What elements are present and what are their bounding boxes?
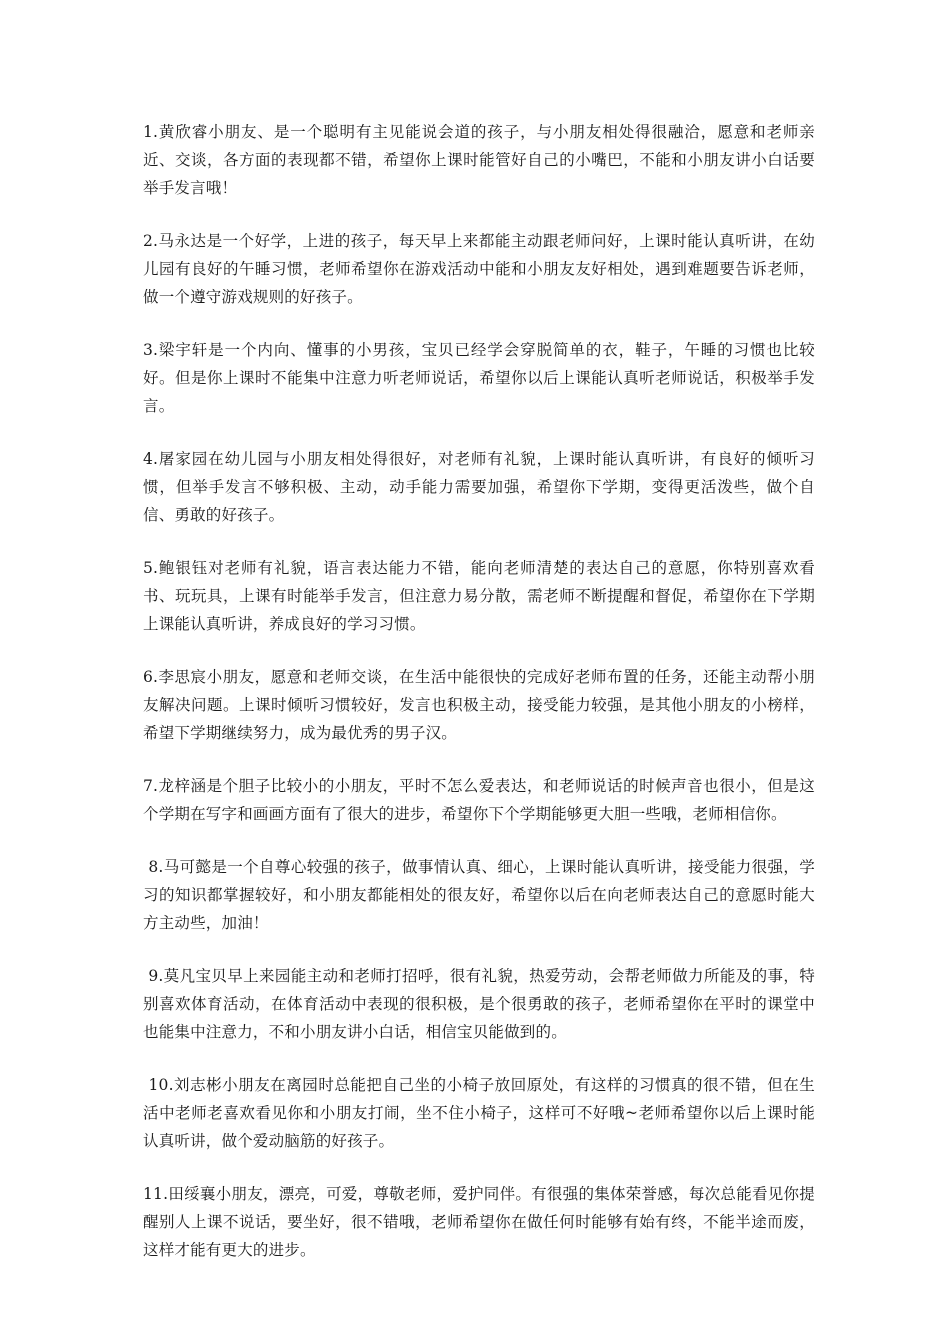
comment-paragraph-10: 10.刘志彬小朋友在离园时总能把自己坐的小椅子放回原处，有这样的习惯真的很不错，但在生活中老师老喜欢看见你和小朋友打闹，坐不住小椅子，这样可不好哦~老师希望你以后上课时能认真听讲，做个爱动脑筋的好孩子。 xyxy=(143,1076,815,1150)
comment-paragraph-3: 3.梁宇轩是一个内向、懂事的小男孩，宝贝已经学会穿脱简单的衣，鞋子，午睡的习惯也比较好。但是你上课时不能集中注意力听老师说话，希望你以后上课能认真听老师说话，积极举手发言。 xyxy=(143,341,815,415)
comment-paragraph-5: 5.鲍银钰对老师有礼貌，语言表达能力不错，能向老师清楚的表达自己的意愿，你特别喜欢看书、玩玩具，上课有时能举手发言，但注意力易分散，需老师不断提醒和督促，希望你在下学期上课能认真听讲，养成良好的学习习惯。 xyxy=(143,559,815,633)
document-page xyxy=(143,118,815,1289)
comment-paragraph-8: 8.马可懿是一个自尊心较强的孩子，做事情认真、细心，上课时能认真听讲，接受能力很强，学习的知识都掌握较好，和小朋友都能相处的很友好，希望你以后在向老师表达自己的意愿时能大方主动些，加油！ xyxy=(143,858,815,932)
comment-paragraph-1: 1.黄欣睿小朋友、是一个聪明有主见能说会道的孩子，与小朋友相处得很融洽，愿意和老师亲近、交谈，各方面的表现都不错，希望你上课时能管好自己的小嘴巴，不能和小朋友讲小白话要举手发言哦！ xyxy=(143,123,815,197)
comment-paragraph-4: 4.屠家园在幼儿园与小朋友相处得很好，对老师有礼貌，上课时能认真听讲，有良好的倾听习惯，但举手发言不够积极、主动，动手能力需要加强，希望你下学期，变得更活泼些，做个自信、勇敢的好孩子。 xyxy=(143,450,815,524)
comment-paragraph-7: 7.龙梓涵是个胆子比较小的小朋友，平时不怎么爱表达，和老师说话的时候声音也很小，但是这个学期在写字和画画方面有了很大的进步，希望你下个学期能够更大胆一些哦，老师相信你。 xyxy=(143,777,815,823)
comment-paragraph-2: 2.马永达是一个好学，上进的孩子，每天早上来都能主动跟老师问好，上课时能认真听讲，在幼儿园有良好的午睡习惯，老师希望你在游戏活动中能和小朋友友好相处，遇到难题要告诉老师，做一个遵守游戏规则的好孩子。 xyxy=(143,232,815,306)
comment-paragraph-11: 11.田绥襄小朋友，漂亮，可爱，尊敬老师，爱护同伴。有很强的集体荣誉感，每次总能看见你提醒别人上课不说话，要坐好，很不错哦，老师希望你在做任何时能够有始有终，不能半途而废，这样才能有更大的进步。 xyxy=(143,1185,815,1259)
comment-paragraph-9: 9.莫凡宝贝早上来园能主动和老师打招呼，很有礼貌，热爱劳动，会帮老师做力所能及的事，特别喜欢体育活动，在体育活动中表现的很积极，是个很勇敢的孩子，老师希望你在平时的课堂中也能集中注意力，不和小朋友讲小白话，相信宝贝能做到的。 xyxy=(143,967,815,1041)
comment-paragraph-6: 6.李思宸小朋友，愿意和老师交谈，在生活中能很快的完成好老师布置的任务，还能主动帮小朋友解决问题。上课时倾听习惯较好，发言也积极主动，接受能力较强，是其他小朋友的小榜样，希望下学期继续努力，成为最优秀的男子汉。 xyxy=(143,668,815,742)
